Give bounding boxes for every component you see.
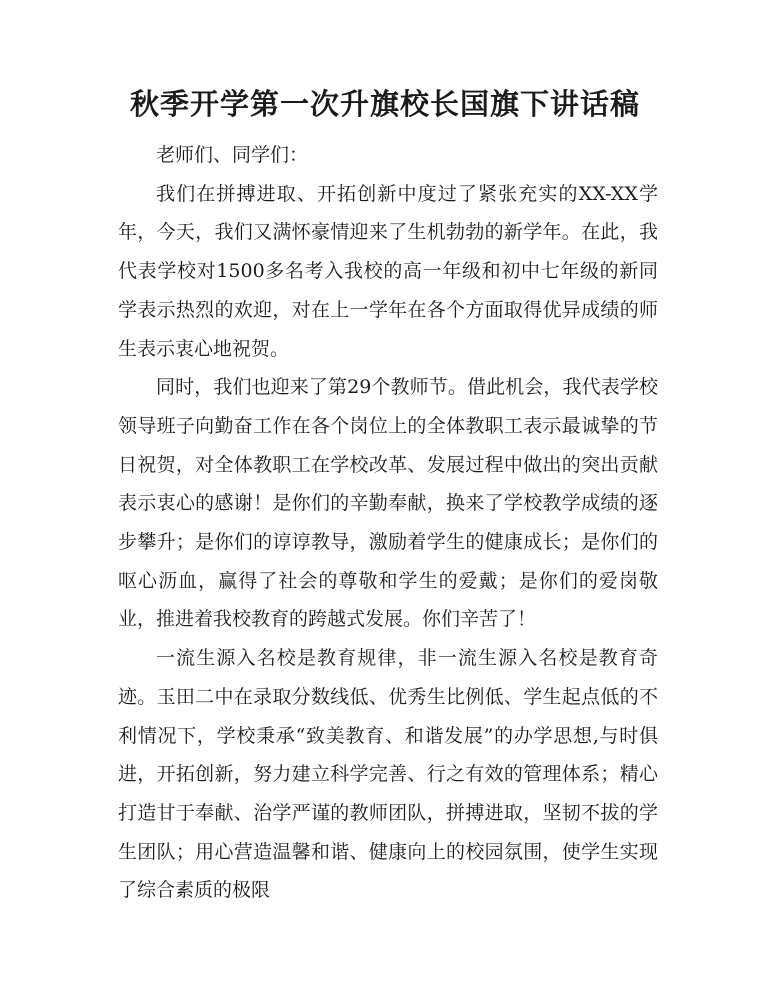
salutation: 老师们、同学们：	[156, 144, 309, 166]
paragraph-3: 一流生源入名校是教育规律，非一流生源入名校是教育奇迹。玉田二中在录取分数线低、优秀生比例低、学生起点低的不利情况下，学校秉承“致美教育、和谐发展”的办学思想,与时俱进，开拓创新，努力建立科学完善、行之有效的管理体系；精心打造甘于奉献、治学严谨的教师团队，拼搏进取，坚韧不拔的学生团队；用心营造温馨和谐、健康向上的校园氛围，使学生实现了综合素质的极限	[118, 647, 658, 902]
paragraph-1: 我们在拼搏进取、开拓创新中度过了紧张充实的XX-XX学年，今天，我们又满怀豪情迎来了生机勃勃的新学年。在此，我代表学校对1500多名考入我校的高一年级和初中七年级的新同学表示热烈的欢迎，对在上一学年在各个方面取得优异成绩的师生表示衷心地祝贺。	[118, 182, 658, 360]
document-title: 秋季开学第一次升旗校长国旗下讲话稿	[129, 87, 640, 121]
paragraph-2: 同时，我们也迎来了第29个教师节。借此机会，我代表学校领导班子向勤奋工作在各个岗位上的全体教职工表示最诚挚的节日祝贺，对全体教职工在学校改革、发展过程中做出的突出贡献表示衷心的感谢！是你们的辛勤奉献，换来了学校教学成绩的逐步攀升；是你们的谆谆教导，激励着学生的健康成长；是你们的呕心沥血，赢得了社会的尊敬和学生的爱戴；是你们的爱岗敬业，推进着我校教育的跨越式发展。你们辛苦了！	[118, 376, 658, 631]
document-body	[118, 136, 658, 910]
